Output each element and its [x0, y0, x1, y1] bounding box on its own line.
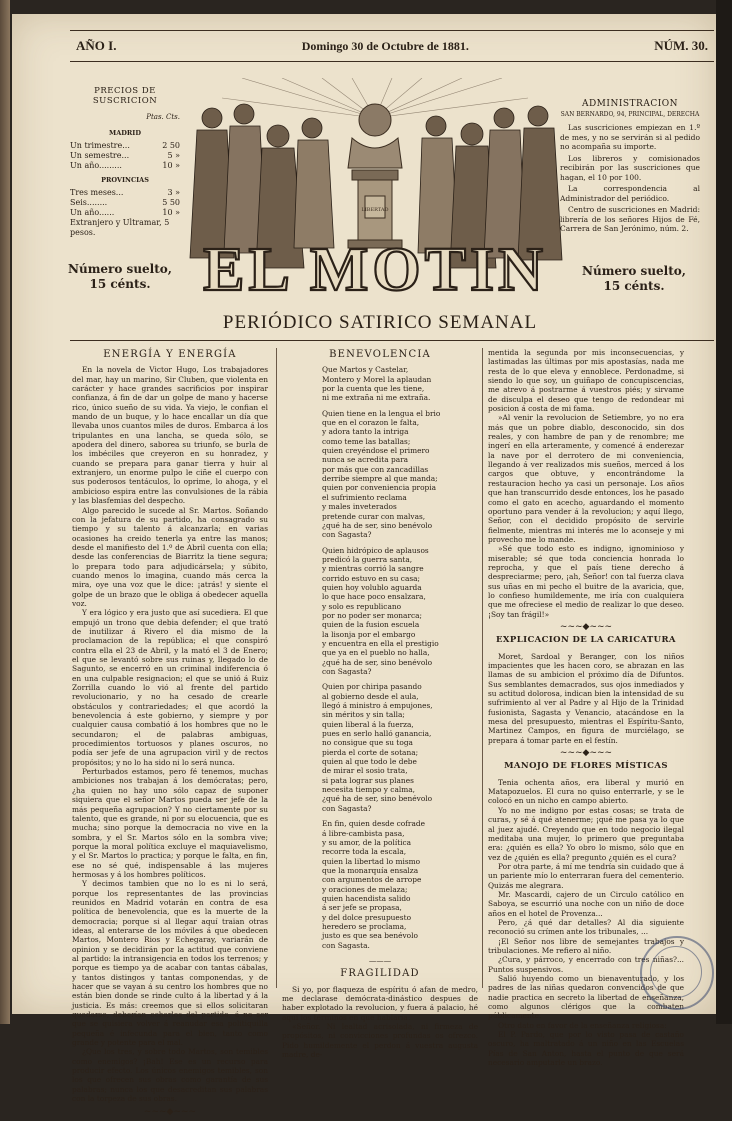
admin-title: ADMINISTRACION	[581, 99, 679, 109]
admin-address: SAN BERNARDO, 94, PRINCIPAL, DERECHA	[560, 110, 700, 118]
masthead-info-bar	[70, 30, 714, 62]
poem-line: predicó la guerra santa,	[322, 554, 413, 564]
article-paragraph: Salió huyendo como un bienaventurado, y los padres de las niñas quedaron convencidos de que nadie practica en secreto la libertad de enseñanza, como algunos clérigos que la combaten públicamente.	[488, 974, 684, 1021]
article-paragraph: Tenia ochenta años, era liberal y murió en Matapozuelos. El cura no quiso enterrarle, y se le colocó en un nicho en campo abierto.	[488, 777, 684, 806]
poem-line: quien por conveniencia propia	[322, 483, 437, 493]
article-title: MANOJO DE FLORES MÍSTICAS	[504, 761, 668, 772]
column-1	[72, 348, 268, 1121]
article-paragraph: Si yo, por flaqueza de espíritu ó afan de medro, me declarase demócrata-dinástico despues de haber explotado la revolucion, y fuera á palacio, hé aquí los términos en que hablaría:	[282, 984, 478, 1022]
poem-line: nunca se acredita para	[322, 455, 409, 465]
header-rule	[70, 340, 714, 341]
poem-line: á ser jefe se propasa,	[322, 903, 402, 913]
column-2	[282, 348, 478, 1059]
column-divider	[276, 348, 277, 988]
poem-line: pues en serlo halló ganancia,	[322, 729, 432, 739]
article-paragraph: Otro dato en favor de la enseñanza religiosa:	[498, 1020, 667, 1030]
page-edge	[716, 0, 732, 1024]
article-paragraph: Pero, ¿á qué dar detalles? Al dia siguiente reconoció su crímen ante los tribunales, ...	[488, 917, 684, 937]
poem-line: ¿qué ha de ser, sino benévolo	[322, 657, 433, 667]
poem-stanza	[322, 819, 478, 950]
price-row: Un año...... 10 »	[70, 208, 180, 217]
ornament-divider: ~~~◆~~~	[559, 748, 613, 759]
prices-currency: Ptas. Cts.	[146, 113, 180, 121]
poem-line: quien al que todo le debe	[322, 757, 417, 767]
poem-line: y encuentra en ella el prestigio	[322, 638, 439, 648]
poem-line: y mientras corrió la sangre	[322, 564, 424, 574]
administration-box	[560, 100, 700, 236]
poem-line: no consigue que su toga	[322, 738, 413, 748]
article-paragraph: Mr. Mascardi, cajero de un Circulo católico en Saboya, se escurrió una noche con un niño de doce años en el hotel de Provenza...	[488, 889, 684, 918]
poem-line: Montero y Morel la aplaudan	[322, 374, 432, 384]
poem-benevolencia	[282, 365, 478, 950]
article-paragraph: ¿Cura, y párroco, y encerrado con tres niñas?... Puntos suspensivos.	[488, 955, 684, 974]
prices-title: PRECIOS DE SUSCRICION	[92, 86, 158, 106]
ornament-divider: ~~~◆~~~	[559, 621, 613, 632]
prices-provincias-label: PROVINCIAS	[101, 176, 149, 184]
article-paragraph: Yo no me indigno por estas cosas; se trata de curas, y sé á qué atenerme; ¡qué me pasa ya lo que al juez ajudé. Creyendo que en todo negocio ilegal meditaba una mujer, lo primero que preguntaba era: ¿quién es ella? Yo obro lo mismo, sólo que en vez de ¿quién es ella? pregunto ¿quién es el cura?	[488, 805, 684, 862]
poem-line: ni me extraña ni me extraña.	[322, 393, 431, 403]
column-divider	[482, 348, 483, 988]
article-paragraph: Y decimos tambien que no lo es ni lo será, porque los representantes de las provincias reunidos en Madrid votarán en contra de esa política de benevolencia, que es la muerte de la democracia; porque si al llegar aquí traian otras ideas, al enterarse de los móviles á que obedecen Martos, Montero Rios y Echegaray, variarán de opinion y se decidirán por la actitud que conviene al partido: la intransigencia en todos los terrenos; y porque es tiempo ya de acabar con tantas cábalas, y tantos distingos y tantas componendas, y de hacer que se vayan á su centro los hombres que no están bien donde se rinde culto á la libertad y á la justicia. Es más: creemos que si ellos solicitaran quedarse, deberían echarlos del partido, á no ser que se quisiera volver á reanudar esa politiquilla pequeña é infecunda para el bien, tanto como grande y potente para el mal.	[72, 879, 268, 1048]
poem-title: BENEVOLENCIA	[329, 349, 431, 360]
poem-line: con Sagasta?	[322, 803, 372, 813]
admin-para: La correspondencia al Administrador del periódico.	[560, 184, 700, 203]
article-paragraph: Algo parecido le sucede al Sr. Martos. Soñando con la jefatura de su partido, ha consagrado su tiempo y su talento á alcanzarla; en varias ocasiones ha creido tenerla ya entre las manos; desde el manifiesto del 1.º de Abril cuenta con ella; desde las conferencias de Biarritz la tiene segura; lo prepara todo para adjudicársela; y súbito, cuando menos lo imagina, cuando más cerca la mira, oye una voz que le dice: ¡atrás! y siente el golpe de un brazo que le obliga á obedecer aquella voz.	[72, 505, 268, 608]
article-paragraph: En la novela de Victor Hugo, Los trabajadores del mar, hay un marino, Sir Cluben, que violenta en carácter y hace grandes sacrificios por inspirar confianza, á fin de dar un golpe de mano y hacerse rico, único sueño de su vida. Ya viejo, le confian el mando de un buque, y lo hace encallar un día que llevaba unos cuantos miles de duros. Embarca á los tripulantes en una lancha, se queda sólo, se apodera del dinero, saborea su triunfo, se burla de los imbéciles que creyeron en su honradez, y cuando se prepara para ganar tierra y huir al extranjero, un enorme pulpo le ciñe el cuerpo con sus poderosos tentáculos, lo oprime, lo ahoga, y el ambicioso espira entre las convulsiones de la rábia y las blasfemias del despecho.	[72, 365, 268, 506]
ornament-divider: ~~~◆~~~	[143, 1106, 197, 1117]
article-paragraph: El P. Pardo, que por lo visto pasa de castaño oscuro, ha maltratado á un niño en las Escuelas Pías de San Anton, hasta el punto de que será necesario amputarle un brazo.	[488, 1030, 684, 1068]
poem-line: y su amor, de la política	[322, 837, 412, 847]
poem-line: En fin, quien desde cofrade	[322, 819, 425, 829]
poem-line: que la monarquía ensalza	[322, 865, 419, 875]
masthead-illustration	[182, 78, 568, 306]
poem-line: con argumentos de arrope	[322, 875, 422, 885]
poem-line: por la cuenta que les tiene,	[322, 384, 425, 394]
poem-line: lo que hace poco ensalzara,	[322, 592, 426, 602]
price-row: Seis........ 5 50	[70, 198, 180, 207]
price-row: Un semestre... 5 »	[70, 151, 180, 160]
poem-line: y solo es republicano	[322, 601, 402, 611]
poem-line: ¿qué ha de ser, sino benévolo	[322, 794, 433, 804]
poem-stanza	[322, 409, 478, 540]
newspaper-title: EL MOTIN	[203, 236, 547, 304]
library-stamp	[640, 936, 714, 1010]
poem-line: que ya en el pueblo no halla,	[322, 648, 430, 658]
poem-line: Quien tiene en la lengua el brio	[322, 408, 441, 418]
poem-stanza	[322, 365, 478, 402]
article-title: ENERGÍA Y ENERGÍA	[103, 349, 237, 360]
poem-line: quien de la fusion escuela	[322, 620, 420, 630]
newspaper-subtitle: PERIÓDICO SATIRICO SEMANAL	[222, 312, 538, 333]
poem-line: Que Martos y Castelar,	[322, 365, 409, 375]
poem-line: al gobierno desde el aula,	[322, 691, 419, 701]
article-paragraph: Moret, Sardoal y Beranger, con los niños impacientes que les hacen coro, se abrazan en las llamas de su ambicion el próximo día de Difuntos. Sus semblantes demacrados, sus ojos inmediados y su actitud dolorosa, indican bien la intensidad de su sufrimiento al ver al Padre y al Hijo de la Trinidad fusionista, Sagasta y Venancio, atacándose en la mesa del presupuesto, mientras el Espíritu-Santo, Martinez Campos, en figura de murciélago, se prepara á tomar parte en el festín.	[488, 651, 684, 745]
poem-line: como teme las batallas;	[322, 436, 411, 446]
article-paragraph: «Señor. Ni lealtad acrisolada, ni firmeza de propósitos, ni convicciones profundas os ofrezco. Pido humildemente el perdon á vuestra augusta madre, de-	[282, 1022, 478, 1060]
poem-line: ¿qué ha de ser, sino benévolo	[322, 520, 433, 530]
poem-stanza	[322, 682, 478, 813]
poem-line: con Sagasta?	[322, 530, 372, 540]
poem-line: heredero se proclama,	[322, 921, 407, 931]
poem-line: y del dolce presupuesto	[322, 912, 412, 922]
poem-stanza	[322, 546, 478, 677]
article-paragraph: Por otra parte, á mí me tendría sin cuidado que á un pariente mío lo enterraran fuera del cementerio. Quizás me alegrara.	[488, 861, 684, 890]
article-title: FRAGILIDAD	[340, 968, 420, 980]
admin-para: Centro de suscriciones en Madrid: librería de los señores Hijos de Fé, Carrera de San Jerónimo, núm. 2.	[560, 205, 700, 233]
poem-line: quien hacendista salido	[322, 893, 411, 903]
poem-line: y adora tanto la intriga	[322, 427, 409, 437]
issue-year: AÑO I.	[76, 38, 117, 53]
price-row: Un trimestre... 2 50	[70, 141, 180, 150]
article-paragraph: Y era lógico y era justo que así sucediera. El que empujó un trono que debia defender; el que trató de inutilizar á Rivero el dia mismo de la proclamacion de la república; el que conspiró contra ella el 23 de Abril, y la mató el 3 de Enero; el que se levantó sobre sus ruinas y, llegado lo de Sagunto, se encerró en un criminal indiferencia ó en una culpable resignacion; el que se unió á Ruiz Zorrilla cuando lo vió al frente del partido revolucionario, y no ha cesado de crearle obstáculos y contrariedades; el que acordó la benevolencia á este gobierno, y siempre y por cualquier causa combatió á los hombres que no le secundaron; el de palabras ambiguas, procedimientos tortuosos y planes oscuros, no podía ser jefe de una agrupacion viril y de rectos propósitos; y no lo ha sido ni lo será nunca.	[72, 608, 268, 767]
poem-line: derribe siempre al que manda;	[322, 474, 438, 484]
issue-date: Domingo 30 de Octubre de 1881.	[301, 38, 469, 53]
article-paragraph: ¡El Señor nos libre de semejantes trabajos y tribulaciones. Me refiero al niño.	[488, 936, 684, 955]
poem-line: pretende curar con malvas,	[322, 511, 426, 521]
divider: ———	[368, 955, 392, 965]
poem-line: llegó á ministro á empujones,	[322, 701, 433, 711]
article-paragraph: »Al venir la revolucion de Setiembre, yo no era más que un pobre diablo, desconocido, sin dos reales, y con hambre de pan y de renombre; me ingerí en ella arteramente, y comencé á enderezar la nave por el derrotero de mi conveniencia, llegando á ver realizados mis sueños, merced á los cargos que obtuve, y encontrándome la restauracion hecho ya casi un personaje. Los años que han transcurrido desde entonces, los he pasado como el gato en acecho, aguardando el momento oportuno para vender á la revolucion; y aquí llego, Señor, con el decidido propósito de servirle fielmente, mientras mi interés me lo aconseje y mi provecho me lo mande.	[488, 413, 684, 544]
poem-line: quien la libertad lo mismo	[322, 856, 421, 866]
poem-line: pierda el corte de sotana;	[322, 747, 419, 757]
prices-madrid-label: MADRID	[109, 129, 141, 137]
poem-line: la lisonja por el embargo	[322, 629, 416, 639]
poem-line: Quien por chiripa pasando	[322, 682, 422, 692]
price-row: Un año......... 10 »	[70, 161, 180, 170]
poem-line: justo es que sea benévolo	[322, 931, 418, 941]
admin-para: Los libreros y comisionados recibirán por las suscriciones que hagan, el 10 por 100.	[560, 153, 700, 182]
poem-line: y males inveterados	[322, 502, 397, 512]
page-binding	[0, 0, 10, 1024]
article-paragraph: Perturbados estamos, pero fé tenemos, muchas ambiciones nos trabajan á los demócratas; pero, ¿ha quien no hay uno sólo capaz de suponer siquiera que el señor Martos pueda ser jefe de la más pequeña agrupacion? Y no ciertamente por su talento, que es grande, ni por su elocuencia, que es mucha; sino porque la democracia no vive en la sombra, y el Sr. Martos sólo en la sombra vive; porque la moral política excluye el maquiavelismo, y el Sr. Martos lo practica; y porque le falta, en fin, ese no sé qué, indispensable á las mujeres hermosas y á los hombres políticos.	[72, 767, 268, 879]
poem-line: con Sagasta.	[322, 940, 370, 950]
price-row: Tres meses... 3 »	[70, 188, 180, 197]
poem-line: á libre-cambista pasa,	[322, 828, 405, 838]
poem-line: con Sagasta?	[322, 667, 372, 676]
poem-line: Quien hidrópico de aplausos	[322, 545, 429, 555]
admin-para: Las suscriciones empiezan en 1.º de mes, y no se servirán si al pedido no acompaña su importe.	[560, 123, 700, 151]
poem-line: quien creyéndose el primero	[322, 446, 430, 456]
poem-line: recorre toda la escala,	[322, 847, 407, 857]
single-issue-price-right: Número suelto, 15 cénts.	[582, 264, 686, 293]
bust-on-pedestal	[348, 104, 402, 248]
poem-line: quien liberal á la fuerza,	[322, 719, 414, 729]
poem-line: quien hoy volublo aguarda	[322, 582, 422, 592]
poem-line: y oraciones de melaza;	[322, 884, 408, 894]
price-foreign: Extranjero y Ultramar, 5 pesos.	[70, 218, 170, 237]
poem-line: el sufrimiento reclama	[322, 492, 407, 502]
poem-line: sin méritos y sin talla;	[322, 710, 405, 720]
article-title: EXPLICACION DE LA CARICATURA	[496, 635, 676, 646]
poem-line: que en el corazon le falta,	[322, 418, 420, 428]
issue-number: NÚM. 30.	[654, 38, 708, 53]
poem-line: por más que con zancadillas	[322, 464, 429, 474]
poem-line: por no poder ser monarca;	[322, 610, 423, 620]
poem-line: necesita tiempo y calma,	[322, 785, 415, 795]
single-issue-price-left: Número suelto, 15 cénts.	[68, 262, 172, 291]
poem-line: corrido estuvo en su casa;	[322, 573, 421, 583]
article-paragraph: »Sé que todo esto es indigno, ignominioso y miserable; sé que toda conciencia honrada lo reprocha, y que el país tiene derecho á despreciarme; pero, ¡ah, Señor! con tal fuerza clava sus uñas en mi pecho el buitre de la avaricia, que, lo confieso humildemente, me iría con cualquiera que me ofreciese el medio de realizar lo que deseo. ¡Soy tan frágil!»	[488, 544, 684, 619]
poem-line: si pata lograr sus planes	[322, 775, 414, 785]
subscription-prices	[70, 86, 180, 238]
article-paragraph: mentida la segunda por mis inconsecuencias, y lastimadas las últimas por mis apostasías, nada me resta de lo que eleva y ennoblece. Perdonadme, si siendo lo que soy, un guiñapo de concupiscencias, me atrevo á postrarme á vuestros piés; y sirvame de disculpa el deseo que tengo de redondear mi posicion á costa de mi fama.	[488, 348, 684, 414]
poem-line: de mirar el sosio trata,	[322, 766, 408, 776]
svg-text:LIBERTAD: LIBERTAD	[361, 207, 389, 213]
article-paragraph: ¿Que los tres, y sobre todo Martos, son temibles como enemigos? ¡Bah! Ese es un recurso para producir efecto. Los únicos enemigos temibles, son los que ofrecen sus obras como garantía de sus palabras; nunca los que desacreditan sus palabras con la torpeza de sus obras.	[72, 1047, 268, 1104]
